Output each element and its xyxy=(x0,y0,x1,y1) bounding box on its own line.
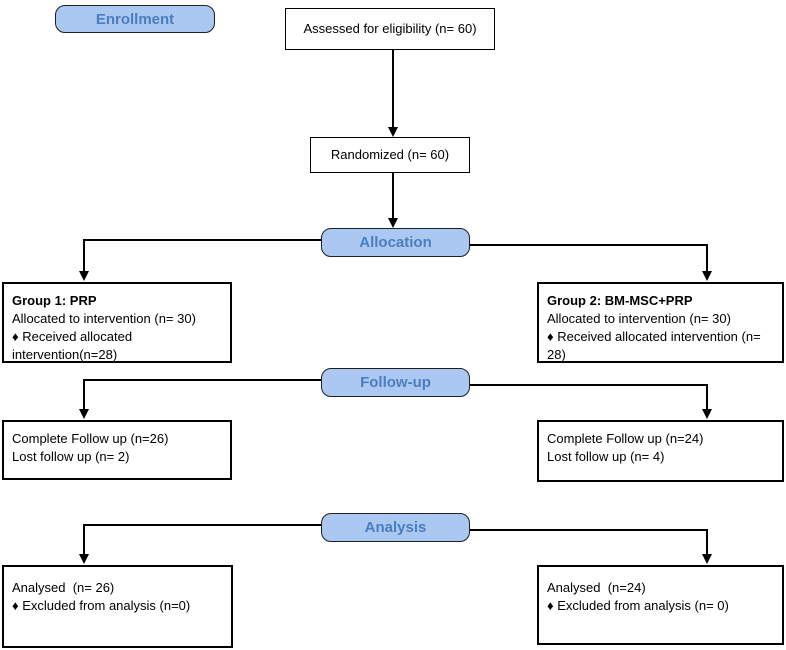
group1-allocation-box xyxy=(2,282,232,363)
randomized-text: Randomized (n= 60) xyxy=(330,147,450,162)
connector-allocation-right-vertical xyxy=(706,244,708,272)
randomized-box xyxy=(310,137,470,173)
connector-followup-left-vertical xyxy=(83,379,85,410)
group2-title: Group 2: BM-MSC+PRP xyxy=(547,293,693,308)
assessed-eligibility-box xyxy=(285,8,495,50)
group2-allocation-box xyxy=(537,282,784,363)
analysis-left-excluded-text: ♦ Excluded from analysis (n=0) xyxy=(12,598,191,613)
allocation-stage-label: Allocation xyxy=(359,234,432,251)
arrowhead-down-icon xyxy=(388,127,398,137)
connector-randomized-allocation xyxy=(392,173,394,218)
group1-received-text: ♦ Received allocated intervention(n=28) xyxy=(12,329,136,362)
followup-right-lost-text: Lost follow up (n= 4) xyxy=(547,449,665,464)
arrowhead-down-icon xyxy=(702,554,712,564)
connector-followup-left-horizontal xyxy=(83,379,323,381)
analysis-left-analysed-text: Analysed (n= 26) xyxy=(12,580,115,595)
followup-stage-badge xyxy=(321,368,470,397)
arrowhead-down-icon xyxy=(79,554,89,564)
group1-title: Group 1: PRP xyxy=(12,293,97,308)
connector-followup-right-horizontal xyxy=(468,384,708,386)
analysis-left-box xyxy=(2,565,233,648)
connector-followup-right-vertical xyxy=(706,384,708,410)
connector-allocation-right-horizontal xyxy=(468,244,708,246)
group1-allocated-text: Allocated to intervention (n= 30) xyxy=(12,311,196,326)
followup-right-complete-text: Complete Follow up (n=24) xyxy=(547,431,704,446)
connector-analysis-right-horizontal xyxy=(468,529,708,531)
connector-allocation-left-vertical xyxy=(83,239,85,272)
arrowhead-down-icon xyxy=(388,218,398,228)
enrollment-stage-label: Enrollment xyxy=(95,10,175,28)
followup-left-box xyxy=(2,420,232,480)
assessed-eligibility-text: Assessed for eligibility (n= 60) xyxy=(303,21,477,36)
analysis-right-box xyxy=(537,565,784,645)
arrowhead-down-icon xyxy=(79,271,89,281)
connector-analysis-left-horizontal xyxy=(83,524,323,526)
analysis-stage-badge xyxy=(321,513,470,542)
followup-stage-label: Follow-up xyxy=(360,374,431,391)
connector-allocation-left-horizontal xyxy=(83,239,323,241)
followup-left-complete-text: Complete Follow up (n=26) xyxy=(12,431,169,446)
connector-analysis-right-vertical xyxy=(706,529,708,555)
analysis-right-analysed-text: Analysed (n=24) xyxy=(547,580,646,595)
arrowhead-down-icon xyxy=(702,271,712,281)
followup-right-box xyxy=(537,420,784,482)
connector-assessed-randomized xyxy=(392,50,394,129)
analysis-right-excluded-text: ♦ Excluded from analysis (n= 0) xyxy=(547,598,729,613)
allocation-stage-badge xyxy=(321,228,470,257)
enrollment-stage-badge xyxy=(55,5,215,33)
arrowhead-down-icon xyxy=(702,409,712,419)
analysis-stage-label: Analysis xyxy=(364,519,427,536)
followup-left-lost-text: Lost follow up (n= 2) xyxy=(12,449,130,464)
group2-received-text: ♦ Received allocated intervention (n= 28) xyxy=(547,329,765,362)
connector-analysis-left-vertical xyxy=(83,524,85,555)
group2-allocated-text: Allocated to intervention (n= 30) xyxy=(547,311,731,326)
arrowhead-down-icon xyxy=(79,409,89,419)
